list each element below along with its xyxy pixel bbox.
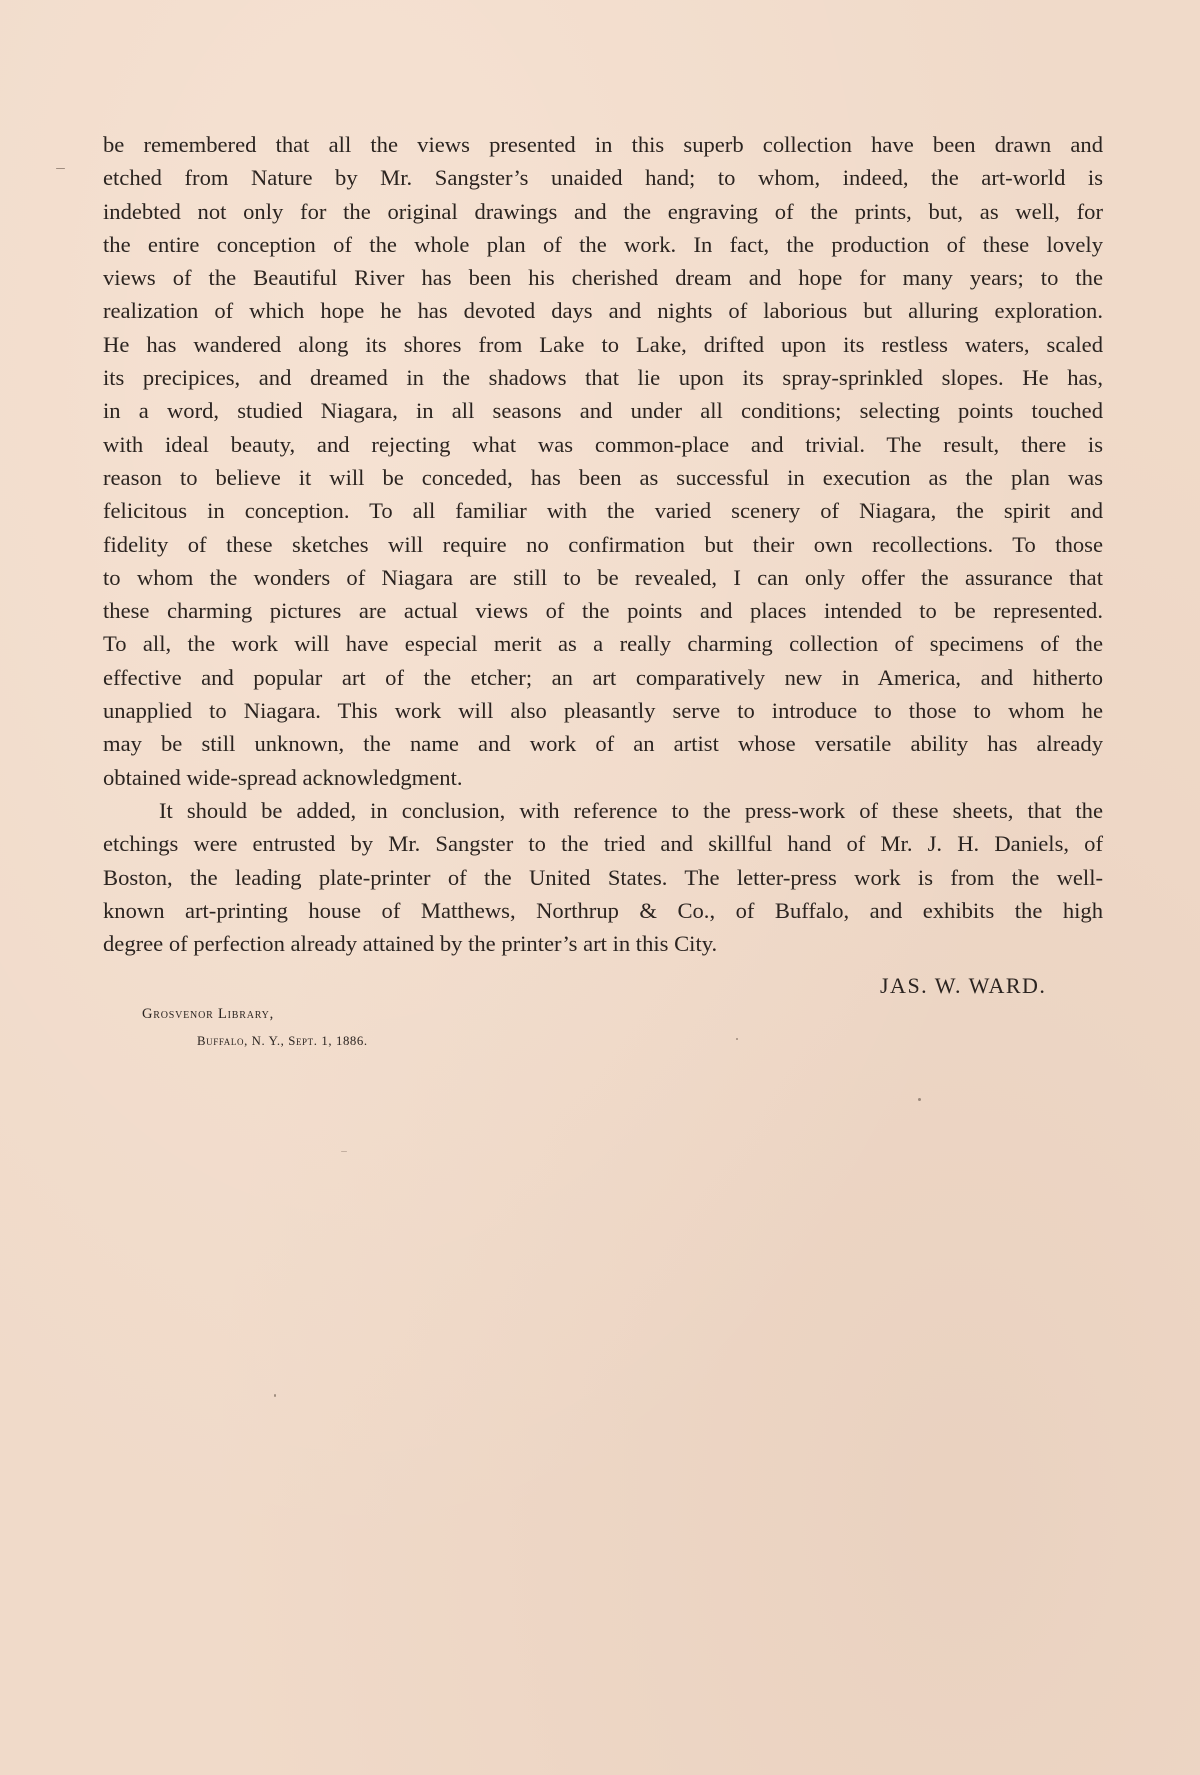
date-line: Buffalo, N. Y., Sept. 1, 1886. (197, 1034, 368, 1048)
text-line: unapplied to Niagara. This work will also pleasantly serve to introduce to those to whom he (103, 698, 1103, 724)
paper-speck (56, 168, 65, 169)
text-line: views of the Beautiful River has been his cherished dream and hope for many years; to the (103, 265, 1103, 291)
text-line: indebted not only for the original drawings and the engraving of the prints, but, as well, for (103, 198, 1103, 224)
place-line: Grosvenor Library, (142, 1006, 275, 1022)
text-line: etched from Nature by Mr. Sangster’s unaided hand; to whom, indeed, the art-world is (103, 165, 1103, 191)
text-line: the entire conception of the whole plan of the work. In fact, the production of these lovely (103, 231, 1103, 257)
closing-paragraph-line: Boston, the leading plate-printer of the United States. The letter-press work is from the well- (103, 864, 1103, 890)
paper-speck (341, 1151, 347, 1152)
text-line: to whom the wonders of Niagara are still to be revealed, I can only offer the assurance that (103, 564, 1103, 590)
text-line: be remembered that all the views presented in this superb collection have been drawn and (103, 132, 1103, 157)
text-line: may be still unknown, the name and work of an artist whose versatile ability has already (103, 731, 1103, 757)
text-line: fidelity of these sketches will require no confirmation but their own recollections. To those (103, 531, 1103, 557)
letter-body (103, 128, 1103, 960)
text-line: with ideal beauty, and rejecting what was common-place and trivial. The result, there is (103, 431, 1103, 457)
paper-speck (736, 1038, 738, 1040)
text-line: He has wandered along its shores from Lake to Lake, drifted upon its restless waters, scaled (103, 331, 1103, 357)
text-line: To all, the work will have especial merit as a really charming collection of specimens of the (103, 631, 1103, 657)
signature: JAS. W. WARD. (880, 973, 1047, 998)
closing-paragraph-line: etchings were entrusted by Mr. Sangster to the tried and skillful hand of Mr. J. H. Daniels, of (103, 831, 1103, 857)
text-line: effective and popular art of the etcher; an art comparatively new in America, and hitherto (103, 664, 1103, 690)
text-line: its precipices, and dreamed in the shadows that lie upon its spray-sprinkled slopes. He has, (103, 365, 1103, 391)
text-line: obtained wide-spread acknowledgment. (103, 764, 463, 790)
closing-paragraph-line: known art-printing house of Matthews, Northrup & Co., of Buffalo, and exhibits the high (103, 897, 1103, 923)
text-line: these charming pictures are actual views of the points and places intended to be represented. (103, 598, 1103, 624)
closing-paragraph-line: It should be added, in conclusion, with reference to the press-work of these sheets, that the (159, 797, 1103, 823)
closing-paragraph-line: degree of perfection already attained by the printer’s art in this City. (103, 931, 718, 957)
text-line: realization of which hope he has devoted days and nights of laborious but alluring exploration. (103, 298, 1103, 324)
paper-speck (274, 1394, 276, 1397)
text-line: felicitous in conception. To all familiar with the varied scenery of Niagara, the spirit and (103, 498, 1103, 524)
text-line: reason to believe it will be conceded, has been as successful in execution as the plan was (103, 464, 1103, 490)
text-line: in a word, studied Niagara, in all seasons and under all conditions; selecting points touched (103, 398, 1103, 424)
paper-speck (918, 1098, 921, 1101)
